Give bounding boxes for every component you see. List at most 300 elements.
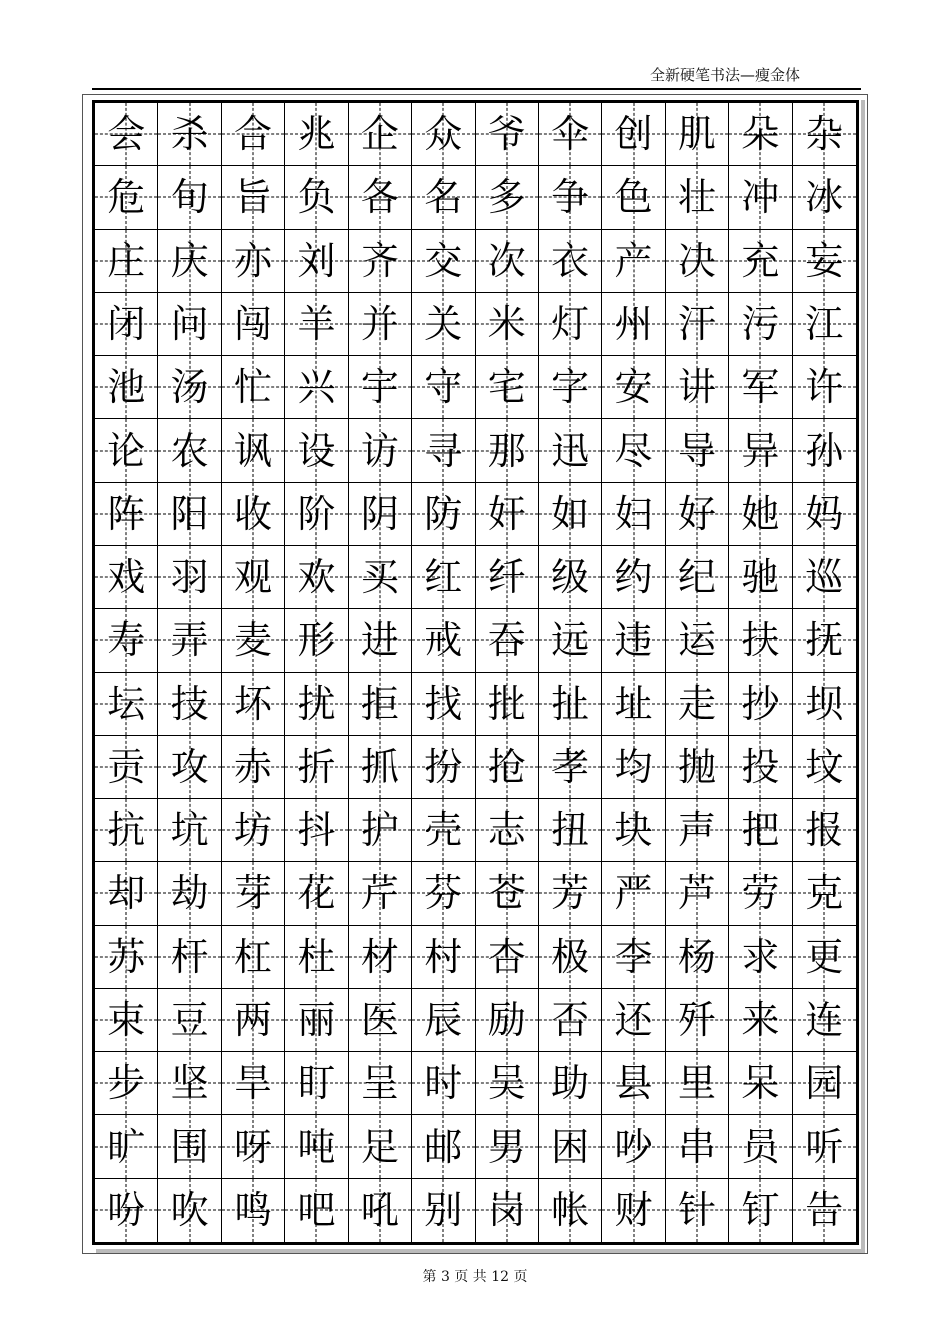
practice-character: 坛: [107, 681, 146, 726]
practice-character: 投: [741, 744, 780, 789]
practice-character: 芬: [424, 871, 463, 916]
grid-cell: [349, 356, 412, 419]
grid-cell: [412, 989, 475, 1052]
grid-cell: [95, 103, 158, 166]
practice-character: 束: [107, 998, 146, 1043]
practice-character: 吵: [614, 1124, 653, 1169]
grid-cell: [95, 293, 158, 356]
practice-character: 访: [360, 428, 399, 473]
practice-character: 庆: [170, 238, 209, 283]
practice-character: 扰: [297, 681, 336, 726]
grid-cell: [602, 483, 665, 546]
grid-cell: [729, 103, 792, 166]
grid-cell: [222, 103, 285, 166]
grid-cell: [95, 673, 158, 736]
practice-character: 抛: [677, 744, 716, 789]
grid-cell: [539, 483, 602, 546]
grid-cell: [729, 989, 792, 1052]
practice-character: 农: [170, 428, 209, 473]
practice-character: 亦: [234, 238, 273, 283]
grid-cell: [539, 546, 602, 609]
practice-character: 进: [360, 618, 399, 663]
practice-character: 并: [360, 301, 399, 346]
grid-cell: [349, 230, 412, 293]
practice-character: 员: [741, 1124, 780, 1169]
practice-character: 级: [551, 555, 590, 600]
grid-cell: [793, 799, 856, 862]
practice-character: 芹: [360, 871, 399, 916]
grid-cell: [349, 1179, 412, 1242]
grid-cell: [158, 419, 221, 482]
grid-cell: [412, 546, 475, 609]
practice-character: 扶: [741, 618, 780, 663]
practice-character: 吹: [170, 1188, 209, 1233]
practice-character: 纪: [677, 555, 716, 600]
practice-character: 呀: [234, 1124, 273, 1169]
practice-character: 豆: [170, 998, 209, 1043]
grid-cell: [222, 926, 285, 989]
grid-cell: [349, 1115, 412, 1178]
practice-character: 把: [741, 808, 780, 853]
practice-character: 违: [614, 618, 653, 663]
grid-cell: [602, 1052, 665, 1115]
practice-character: 负: [297, 175, 336, 220]
grid-cell: [476, 862, 539, 925]
grid-cell: [666, 166, 729, 229]
grid-cell: [95, 799, 158, 862]
practice-character: 戒: [424, 618, 463, 663]
practice-character: 赤: [234, 744, 273, 789]
practice-character: 址: [614, 681, 653, 726]
practice-character: 防: [424, 491, 463, 536]
practice-character: 寿: [107, 618, 146, 663]
practice-character: 里: [677, 1061, 716, 1106]
practice-character: 宅: [487, 365, 526, 410]
practice-character: 抚: [805, 618, 844, 663]
grid-cell: [539, 419, 602, 482]
grid-cell: [793, 293, 856, 356]
practice-character: 县: [614, 1061, 653, 1106]
grid-cell: [602, 103, 665, 166]
practice-character: 极: [551, 934, 590, 979]
grid-cell: [666, 483, 729, 546]
grid-cell: [412, 166, 475, 229]
practice-character: 朵: [741, 112, 780, 157]
practice-character: 尽: [614, 428, 653, 473]
grid-cell: [222, 230, 285, 293]
practice-character: 告: [805, 1188, 844, 1233]
practice-character: 抄: [741, 681, 780, 726]
practice-character: 麦: [234, 618, 273, 663]
practice-character: 走: [677, 681, 716, 726]
practice-character: 报: [805, 808, 844, 853]
grid-cell: [476, 166, 539, 229]
grid-cell: [222, 483, 285, 546]
grid-cell: [793, 483, 856, 546]
grid-cell: [285, 609, 348, 672]
practice-character: 冲: [741, 175, 780, 220]
grid-cell: [412, 1115, 475, 1178]
grid-cell: [412, 1179, 475, 1242]
grid-cell: [729, 419, 792, 482]
grid-cell: [666, 230, 729, 293]
practice-character: 杜: [297, 934, 336, 979]
grid-cell: [539, 926, 602, 989]
grid-cell: [349, 103, 412, 166]
grid-cell: [285, 356, 348, 419]
practice-character: 壮: [677, 175, 716, 220]
header-rule: [92, 88, 861, 90]
practice-character: 各: [360, 175, 399, 220]
practice-character: 妇: [614, 491, 653, 536]
practice-character: 守: [424, 365, 463, 410]
practice-character: 园: [805, 1061, 844, 1106]
practice-character: 医: [360, 998, 399, 1043]
practice-character: 辰: [424, 998, 463, 1043]
grid-cell: [793, 1115, 856, 1178]
grid-cell: [95, 166, 158, 229]
grid-cell: [158, 862, 221, 925]
grid-cell: [602, 419, 665, 482]
practice-character: 灯: [551, 301, 590, 346]
grid-cell: [222, 862, 285, 925]
grid-cell: [285, 103, 348, 166]
grid-cell: [793, 862, 856, 925]
grid-cell: [285, 862, 348, 925]
practice-character: 那: [487, 428, 526, 473]
practice-character: 困: [551, 1124, 590, 1169]
practice-character: 杏: [487, 934, 526, 979]
grid-cell: [666, 673, 729, 736]
grid-cell: [158, 1052, 221, 1115]
practice-character: 更: [805, 934, 844, 979]
frame-shadow-right: [861, 100, 865, 1250]
grid-cell: [476, 483, 539, 546]
practice-character: 苍: [487, 871, 526, 916]
practice-character: 芦: [677, 871, 716, 916]
grid-cell: [158, 1179, 221, 1242]
practice-character: 针: [677, 1188, 716, 1233]
practice-character: 导: [677, 428, 716, 473]
practice-character: 呆: [741, 1061, 780, 1106]
grid-cell: [729, 1179, 792, 1242]
practice-character: 扮: [424, 744, 463, 789]
grid-cell: [95, 609, 158, 672]
grid-cell: [729, 926, 792, 989]
grid-cell: [222, 166, 285, 229]
practice-character: 块: [614, 808, 653, 853]
grid-cell: [222, 609, 285, 672]
practice-character: 杠: [234, 934, 273, 979]
grid-cell: [285, 736, 348, 799]
grid-cell: [158, 356, 221, 419]
practice-character: 充: [741, 238, 780, 283]
practice-character: 抓: [360, 744, 399, 789]
grid-cell: [539, 673, 602, 736]
grid-cell: [602, 609, 665, 672]
practice-character: 找: [424, 681, 463, 726]
practice-character: 李: [614, 934, 653, 979]
grid-cell: [222, 419, 285, 482]
practice-character: 抖: [297, 808, 336, 853]
grid-cell: [158, 1115, 221, 1178]
practice-character: 妈: [805, 491, 844, 536]
practice-character: 汤: [170, 365, 209, 410]
grid-cell: [158, 546, 221, 609]
practice-character: 志: [487, 808, 526, 853]
grid-cell: [412, 926, 475, 989]
grid-cell: [285, 799, 348, 862]
practice-character: 企: [360, 112, 399, 157]
practice-character: 连: [805, 998, 844, 1043]
grid-cell: [349, 799, 412, 862]
practice-character: 军: [741, 365, 780, 410]
grid-cell: [666, 356, 729, 419]
grid-cell: [222, 1052, 285, 1115]
grid-cell: [602, 230, 665, 293]
grid-cell: [349, 546, 412, 609]
practice-character: 芳: [551, 871, 590, 916]
grid-cell: [158, 230, 221, 293]
grid-cell: [666, 926, 729, 989]
practice-character: 庄: [107, 238, 146, 283]
practice-character: 吴: [487, 1061, 526, 1106]
grid-cell: [285, 419, 348, 482]
practice-character: 纤: [487, 555, 526, 600]
practice-character: 杂: [805, 112, 844, 157]
practice-character: 串: [677, 1124, 716, 1169]
practice-character: 观: [234, 555, 273, 600]
practice-character: 汗: [677, 301, 716, 346]
grid-cell: [222, 1179, 285, 1242]
practice-character: 收: [234, 491, 273, 536]
practice-character: 戏: [107, 555, 146, 600]
grid-cell: [729, 356, 792, 419]
grid-cell: [158, 166, 221, 229]
grid-cell: [666, 736, 729, 799]
grid-cell: [349, 862, 412, 925]
practice-character: 闯: [234, 301, 273, 346]
grid-cell: [539, 293, 602, 356]
grid-cell: [602, 989, 665, 1052]
practice-character: 坊: [234, 808, 273, 853]
grid-cell: [539, 1179, 602, 1242]
grid-cell: [539, 609, 602, 672]
grid-cell: [349, 736, 412, 799]
grid-cell: [539, 989, 602, 1052]
grid-cell: [602, 673, 665, 736]
grid-cell: [666, 799, 729, 862]
grid-cell: [793, 1052, 856, 1115]
practice-character: 两: [234, 998, 273, 1043]
grid-cell: [476, 609, 539, 672]
practice-character: 决: [677, 238, 716, 283]
grid-cell: [476, 989, 539, 1052]
grid-cell: [349, 989, 412, 1052]
grid-cell: [349, 1052, 412, 1115]
grid-cell: [539, 356, 602, 419]
grid-cell: [412, 103, 475, 166]
practice-character: 坏: [234, 681, 273, 726]
practice-character: 足: [360, 1124, 399, 1169]
grid-cell: [222, 736, 285, 799]
grid-cell: [476, 1179, 539, 1242]
grid-cell: [95, 989, 158, 1052]
page-header-title: 全新硬笔书法—瘦金体: [649, 66, 800, 84]
practice-character: 攻: [170, 744, 209, 789]
grid-cell: [412, 230, 475, 293]
practice-character: 衣: [551, 238, 590, 283]
practice-character: 伞: [551, 112, 590, 157]
practice-character: 问: [170, 301, 209, 346]
grid-cell: [793, 356, 856, 419]
grid-cell: [539, 1115, 602, 1178]
grid-cell: [539, 799, 602, 862]
grid-cell: [476, 1115, 539, 1178]
grid-cell: [222, 673, 285, 736]
grid-cell: [95, 230, 158, 293]
practice-character: 羽: [170, 555, 209, 600]
grid-cell: [158, 926, 221, 989]
practice-character: 坑: [170, 808, 209, 853]
grid-cell: [476, 799, 539, 862]
practice-character: 听: [805, 1124, 844, 1169]
practice-character: 污: [741, 301, 780, 346]
practice-character: 吨: [297, 1124, 336, 1169]
grid-cell: [222, 356, 285, 419]
grid-cell: [285, 546, 348, 609]
practice-character: 迅: [551, 428, 590, 473]
practice-character: 旷: [107, 1124, 146, 1169]
grid-cell: [95, 546, 158, 609]
grid-cell: [222, 989, 285, 1052]
practice-character: 阳: [170, 491, 209, 536]
practice-character: 奸: [487, 491, 526, 536]
practice-character: 坟: [805, 744, 844, 789]
practice-character: 还: [614, 998, 653, 1043]
practice-character: 壳: [424, 808, 463, 853]
practice-character: 创: [614, 112, 653, 157]
practice-character: 吞: [487, 618, 526, 663]
practice-character: 丽: [297, 998, 336, 1043]
practice-character: 邮: [424, 1124, 463, 1169]
practice-character: 安: [614, 365, 653, 410]
grid-cell: [95, 356, 158, 419]
practice-character: 苏: [107, 934, 146, 979]
grid-cell: [158, 483, 221, 546]
practice-character: 巡: [805, 555, 844, 600]
grid-cell: [95, 1052, 158, 1115]
practice-character: 众: [424, 112, 463, 157]
practice-character: 如: [551, 491, 590, 536]
grid-cell: [602, 293, 665, 356]
practice-character: 杆: [170, 934, 209, 979]
practice-character: 色: [614, 175, 653, 220]
practice-character: 杀: [170, 112, 209, 157]
grid-cell: [666, 546, 729, 609]
practice-character: 争: [551, 175, 590, 220]
practice-character: 好: [677, 491, 716, 536]
practice-character: 呈: [360, 1061, 399, 1106]
grid-cell: [666, 609, 729, 672]
practice-character: 冰: [805, 175, 844, 220]
practice-grid: [92, 100, 859, 1245]
practice-character: 产: [614, 238, 653, 283]
grid-cell: [412, 862, 475, 925]
grid-cell: [349, 166, 412, 229]
grid-cell: [729, 609, 792, 672]
practice-character: 运: [677, 618, 716, 663]
grid-cell: [158, 609, 221, 672]
grid-cell: [793, 926, 856, 989]
practice-character: 池: [107, 365, 146, 410]
grid-cell: [602, 546, 665, 609]
practice-character: 求: [741, 934, 780, 979]
practice-character: 讽: [234, 428, 273, 473]
grid-cell: [729, 799, 792, 862]
practice-character: 会: [107, 112, 146, 157]
practice-character: 阶: [297, 491, 336, 536]
grid-cell: [729, 293, 792, 356]
grid-cell: [602, 166, 665, 229]
grid-cell: [729, 483, 792, 546]
practice-character: 阴: [360, 491, 399, 536]
grid-cell: [729, 1115, 792, 1178]
practice-character: 刘: [297, 238, 336, 283]
grid-cell: [476, 230, 539, 293]
grid-cell: [666, 862, 729, 925]
practice-character: 扯: [551, 681, 590, 726]
grid-cell: [349, 483, 412, 546]
grid-cell: [793, 989, 856, 1052]
grid-cell: [412, 483, 475, 546]
grid-cell: [285, 989, 348, 1052]
grid-cell: [412, 419, 475, 482]
practice-character: 江: [805, 301, 844, 346]
practice-character: 抢: [487, 744, 526, 789]
grid-cell: [793, 166, 856, 229]
grid-cell: [349, 609, 412, 672]
practice-character: 兆: [297, 112, 336, 157]
grid-cell: [158, 103, 221, 166]
practice-character: 驰: [741, 555, 780, 600]
grid-cell: [793, 546, 856, 609]
practice-character: 折: [297, 744, 336, 789]
grid-cell: [793, 230, 856, 293]
grid-cell: [476, 673, 539, 736]
grid-cell: [95, 1115, 158, 1178]
grid-cell: [349, 293, 412, 356]
practice-character: 关: [424, 301, 463, 346]
practice-character: 她: [741, 491, 780, 536]
grid-cell: [539, 166, 602, 229]
grid-cell: [729, 1052, 792, 1115]
practice-character: 危: [107, 175, 146, 220]
grid-cell: [95, 1179, 158, 1242]
grid-cell: [793, 419, 856, 482]
grid-cell: [793, 103, 856, 166]
grid-cell: [666, 293, 729, 356]
practice-character: 杨: [677, 934, 716, 979]
grid-cell: [602, 356, 665, 419]
grid-cell: [539, 862, 602, 925]
practice-character: 远: [551, 618, 590, 663]
frame-shadow-bottom: [96, 1249, 865, 1253]
grid-cell: [476, 546, 539, 609]
grid-cell: [349, 419, 412, 482]
grid-cell: [158, 799, 221, 862]
practice-character: 村: [424, 934, 463, 979]
